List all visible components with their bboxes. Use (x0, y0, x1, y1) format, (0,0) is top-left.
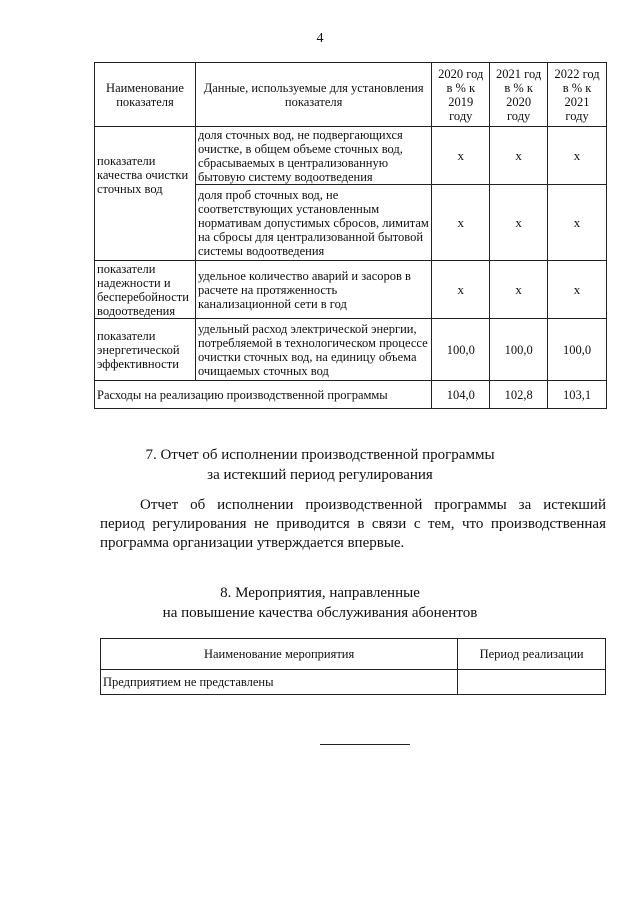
row-value: х (432, 185, 490, 261)
row-value: х (490, 261, 548, 319)
table-row (95, 127, 607, 185)
row-value: х (490, 185, 548, 261)
row-data: доля проб сточных вод, не соответствующих установленным нормативам допустимых сбросов, лимитам на сбросы для централизованной бытовой системы водоотведения (195, 185, 431, 261)
activity-cell: Предприятием не представлены (101, 670, 458, 695)
header-year-2021: 2021 год в % к 2020 году (490, 63, 548, 127)
row-value: х (432, 261, 490, 319)
section8-title: 8. Мероприятия, направленные на повышение качества обслуживания абонентов (162, 585, 478, 621)
table-row (95, 261, 607, 319)
table-row (101, 670, 606, 695)
table-row (95, 319, 607, 381)
row-value: 100,0 (548, 319, 607, 381)
row-data: удельный расход электрической энергии, потребляемой в технологическом процессе очистки сточных вод, на единицу объема очищаемых сточных вод (195, 319, 431, 381)
table-header-row (95, 63, 607, 127)
expenses-value: 103,1 (548, 381, 607, 409)
row-value: х (548, 185, 607, 261)
group-reliability: показатели надежности и бесперебойности водоотведения (95, 261, 196, 319)
row-value: х (548, 127, 607, 185)
end-rule (320, 744, 410, 745)
indicators-table (94, 62, 607, 409)
expenses-label: Расходы на реализацию производственной программы (95, 381, 432, 409)
activities-table (100, 638, 606, 695)
header-year-2022: 2022 год в % к 2021 году (548, 63, 607, 127)
row-value: 100,0 (432, 319, 490, 381)
header-year-2020: 2020 год в % к 2019 году (432, 63, 490, 127)
row-value: х (432, 127, 490, 185)
group-quality: показатели качества очистки сточных вод (95, 127, 196, 261)
section7-paragraph: Отчет об исполнении производственной программы за истекший период регулирования не приводится в связи с тем, что производственная программа организации утверждается впервые. (100, 497, 606, 551)
row-data: удельное количество аварий и засоров в расчете на протяженность канализационной сети в год (195, 261, 431, 319)
header-activity-name: Наименование мероприятия (101, 639, 458, 670)
expenses-value: 102,8 (490, 381, 548, 409)
section7-title: 7. Отчет об исполнении производственной программы за истекший период регулирования (145, 447, 495, 483)
header-source-data: Данные, используемые для установления показателя (195, 63, 431, 127)
header-period: Период реализации (458, 639, 606, 670)
row-data: доля сточных вод, не подвергающихся очистке, в общем объеме сточных вод, сбрасываемых в централизованную бытовую систему водоотведения (195, 127, 431, 185)
expenses-row (95, 381, 607, 409)
period-cell (458, 670, 606, 695)
header-indicator-name: Наименование показателя (95, 63, 196, 127)
group-energy: показатели энергетической эффективности (95, 319, 196, 381)
row-value: 100,0 (490, 319, 548, 381)
table-header-row (101, 639, 606, 670)
page-number: 4 (316, 31, 324, 46)
row-value: х (548, 261, 607, 319)
expenses-value: 104,0 (432, 381, 490, 409)
row-value: х (490, 127, 548, 185)
